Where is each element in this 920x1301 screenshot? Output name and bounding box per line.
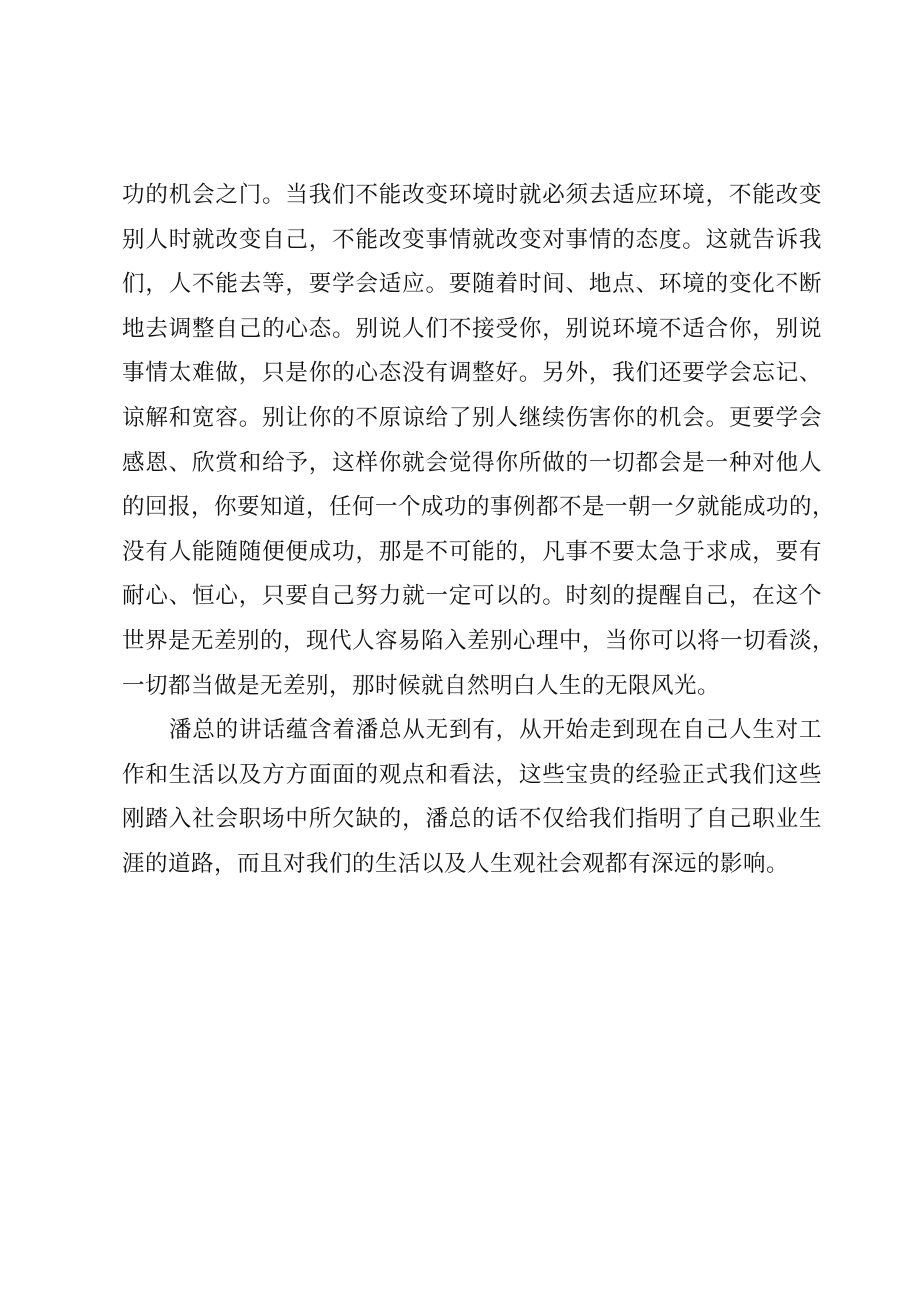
document-body bbox=[122, 173, 836, 887]
text-line: 耐心、恒心，只要自己努力就一定可以的。时刻的提醒自己，在这个 bbox=[122, 583, 822, 610]
text-line: 作和生活以及方方面面的观点和看法，这些宝贵的经验正式我们这些 bbox=[122, 761, 822, 788]
text-line: 的回报，你要知道，任何一个成功的事例都不是一朝一夕就能成功的， bbox=[122, 494, 836, 521]
text-line: 涯的道路，而且对我们的生活以及人生观社会观都有深远的影响。 bbox=[122, 850, 790, 877]
text-line: 世界是无差别的，现代人容易陷入差别心理中，当你可以将一切看淡， bbox=[122, 627, 836, 654]
paragraph-1 bbox=[122, 173, 836, 708]
text-line: 事情太难做，只是你的心态没有调整好。另外，我们还要学会忘记、 bbox=[122, 360, 822, 387]
paragraph-2 bbox=[122, 708, 822, 886]
text-line: 潘总的讲话蕴含着潘总从无到有，从开始走到现在自己人生对工 bbox=[169, 717, 822, 744]
text-line: 刚踏入社会职场中所欠缺的，潘总的话不仅给我们指明了自己职业生 bbox=[122, 806, 822, 833]
text-line: 谅解和宽容。别让你的不原谅给了别人继续伤害你的机会。更要学会 bbox=[122, 404, 822, 431]
text-line: 一切都当做是无差别，那时候就自然明白人生的无限风光。 bbox=[122, 672, 721, 699]
text-line: 别人时就改变自己，不能改变事情就改变对事情的态度。这就告诉我 bbox=[122, 226, 822, 253]
text-line: 没有人能随随便便成功，那是不可能的，凡事不要太急于求成，要有 bbox=[122, 538, 822, 565]
text-line: 功的机会之门。当我们不能改变环境时就必须去适应环境，不能改变 bbox=[122, 182, 822, 208]
text-line: 们，人不能去等，要学会适应。要随着时间、地点、环境的变化不断 bbox=[122, 271, 822, 298]
text-line: 地去调整自己的心态。别说人们不接受你，别说环境不适合你，别说 bbox=[122, 315, 822, 342]
text-line: 感恩、欣赏和给予，这样你就会觉得你所做的一切都会是一种对他人 bbox=[122, 449, 822, 476]
